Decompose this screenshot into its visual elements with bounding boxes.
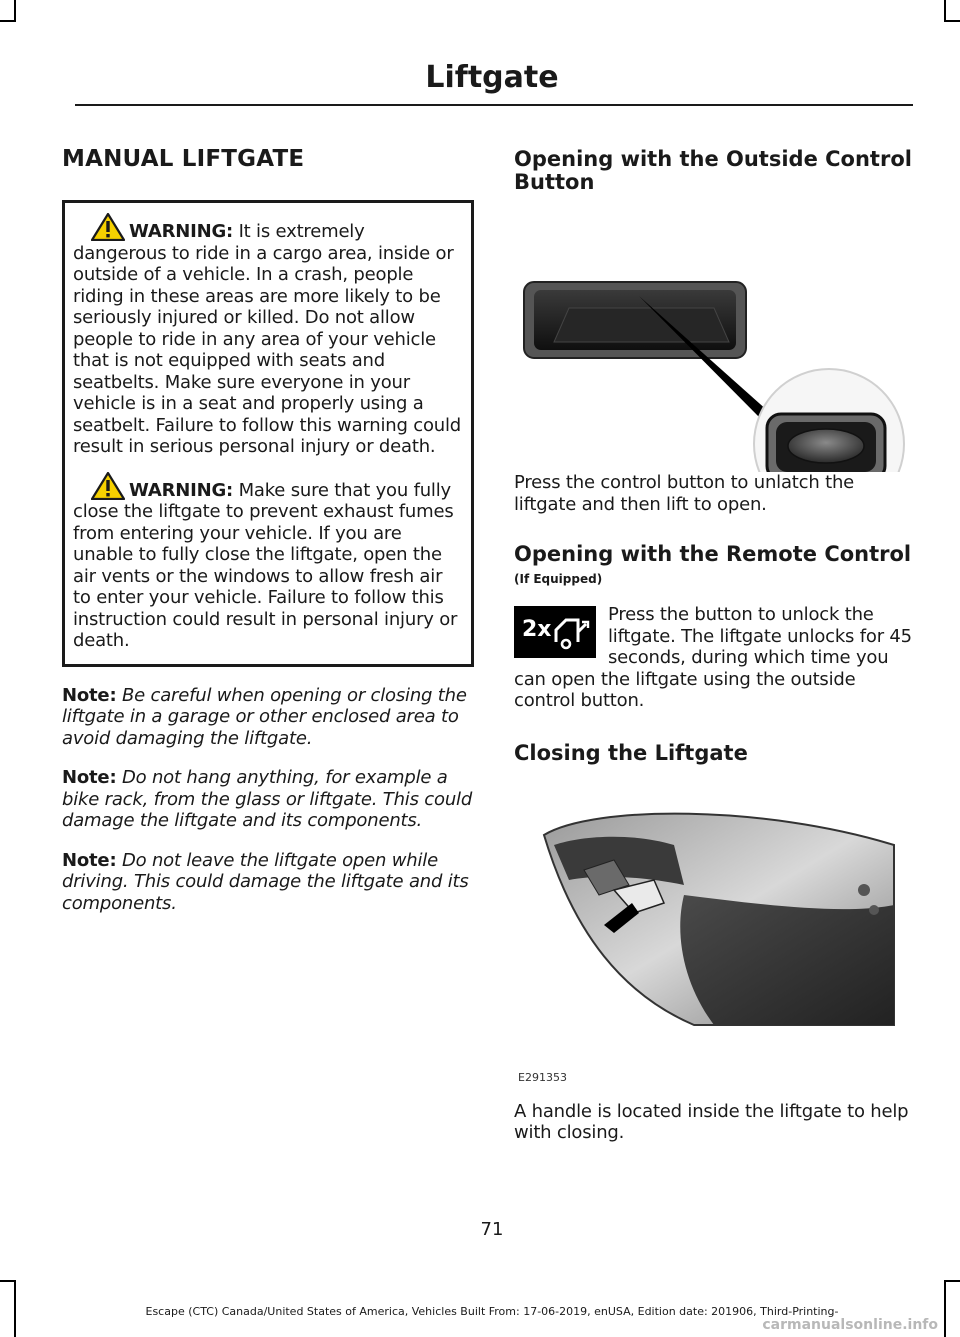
- warning-label: WARNING:: [129, 221, 234, 242]
- warning-paragraph-2: [73, 472, 463, 652]
- warning-text: It is extremely dangerous to ride in a cargo area, inside or outside of a vehicle. In a crash, people riding in these areas are more likely to be seriously injured or killed. Do not allow people to ride in any area of your vehicle that is not equipped with seats and seatbelts. Make sure everyone in your vehicle is in a seat and properly using a seatbelt. Failure to follow this warning could result in serious personal injury or death.: [73, 221, 461, 457]
- crop-mark-top-right-v: [944, 0, 946, 22]
- note-2: [62, 767, 474, 832]
- figure-outside-control-button: [514, 212, 914, 472]
- section-heading-outside-control: Opening with the Outside Control Button: [514, 147, 912, 194]
- remote-icon-label: 2x: [522, 617, 552, 642]
- if-equipped-note: (If Equipped): [514, 572, 603, 586]
- section-heading-remote-control: Opening with the Remote Control: [514, 542, 912, 566]
- remote-liftgate-icon: [514, 606, 596, 658]
- right-column: [514, 140, 914, 1144]
- note-text: Be careful when opening or closing the liftgate in a garage or other enclosed area to avoid damaging the liftgate.: [62, 684, 467, 749]
- note-label: Note:: [62, 767, 117, 788]
- warning-triangle-icon: [91, 472, 125, 500]
- crop-mark-top-left-h: [0, 20, 16, 22]
- remote-control-instructions: Press the button to unlock the liftgate. The liftgate unlocks for 45 seconds, during which time you can open the liftgate using the outside control button.: [514, 604, 912, 711]
- page-title: Liftgate: [425, 60, 559, 95]
- header-rule: [75, 104, 913, 106]
- note-text: Do not leave the liftgate open while driving. This could damage the liftgate and its components.: [62, 849, 469, 914]
- section-heading-closing-liftgate: Closing the Liftgate: [514, 740, 748, 765]
- figure-closing-liftgate: [514, 795, 914, 1095]
- figure-code: E291353: [518, 1070, 567, 1084]
- crop-mark-top-right-h: [944, 20, 960, 22]
- footer-text: Escape (CTC) Canada/United States of America, Vehicles Built From: 17-06-2019, enUSA, Edition date: 201906, Third-Printing-: [145, 1305, 839, 1318]
- warning-box: [62, 200, 474, 667]
- warning-text: Make sure that you fully close the liftgate to prevent exhaust fumes from entering your vehicle. If you are unable to fully close the liftgate, open the air vents or the windows to allow fresh air to enter your vehicle. Failure to follow this instruction could result in personal injury or death.: [73, 479, 458, 651]
- warning-paragraph-1: [73, 213, 463, 458]
- control-button-illustration: [514, 212, 914, 472]
- note-1: [62, 685, 474, 750]
- note-label: Note:: [62, 849, 117, 871]
- note-label: Note:: [62, 684, 117, 706]
- crop-mark-top-left-v: [14, 0, 16, 22]
- remote-section: [514, 604, 914, 712]
- page-number: 71: [480, 1219, 504, 1240]
- note-text: Do not hang anything, for example a bike rack, from the glass or liftgate. This could damage the liftgate and its components.: [62, 767, 473, 831]
- watermark: carmanualsonline.info: [762, 1317, 938, 1333]
- liftgate-handle-illustration: [514, 795, 914, 1055]
- crop-mark-bottom-left-h: [0, 1280, 16, 1282]
- outside-control-instructions: Press the control button to unlatch the liftgate and then lift to open.: [514, 472, 855, 515]
- liftgate-car-icon: [552, 612, 592, 652]
- crop-mark-bottom-right-h: [944, 1280, 960, 1282]
- warning-label: WARNING:: [129, 479, 234, 501]
- note-3: [62, 850, 474, 915]
- warning-triangle-icon: [91, 213, 125, 241]
- left-column: [62, 140, 474, 914]
- section-heading-manual-liftgate: MANUAL LIFTGATE: [62, 146, 305, 172]
- closing-instructions: A handle is located inside the liftgate to help with closing.: [514, 1100, 909, 1143]
